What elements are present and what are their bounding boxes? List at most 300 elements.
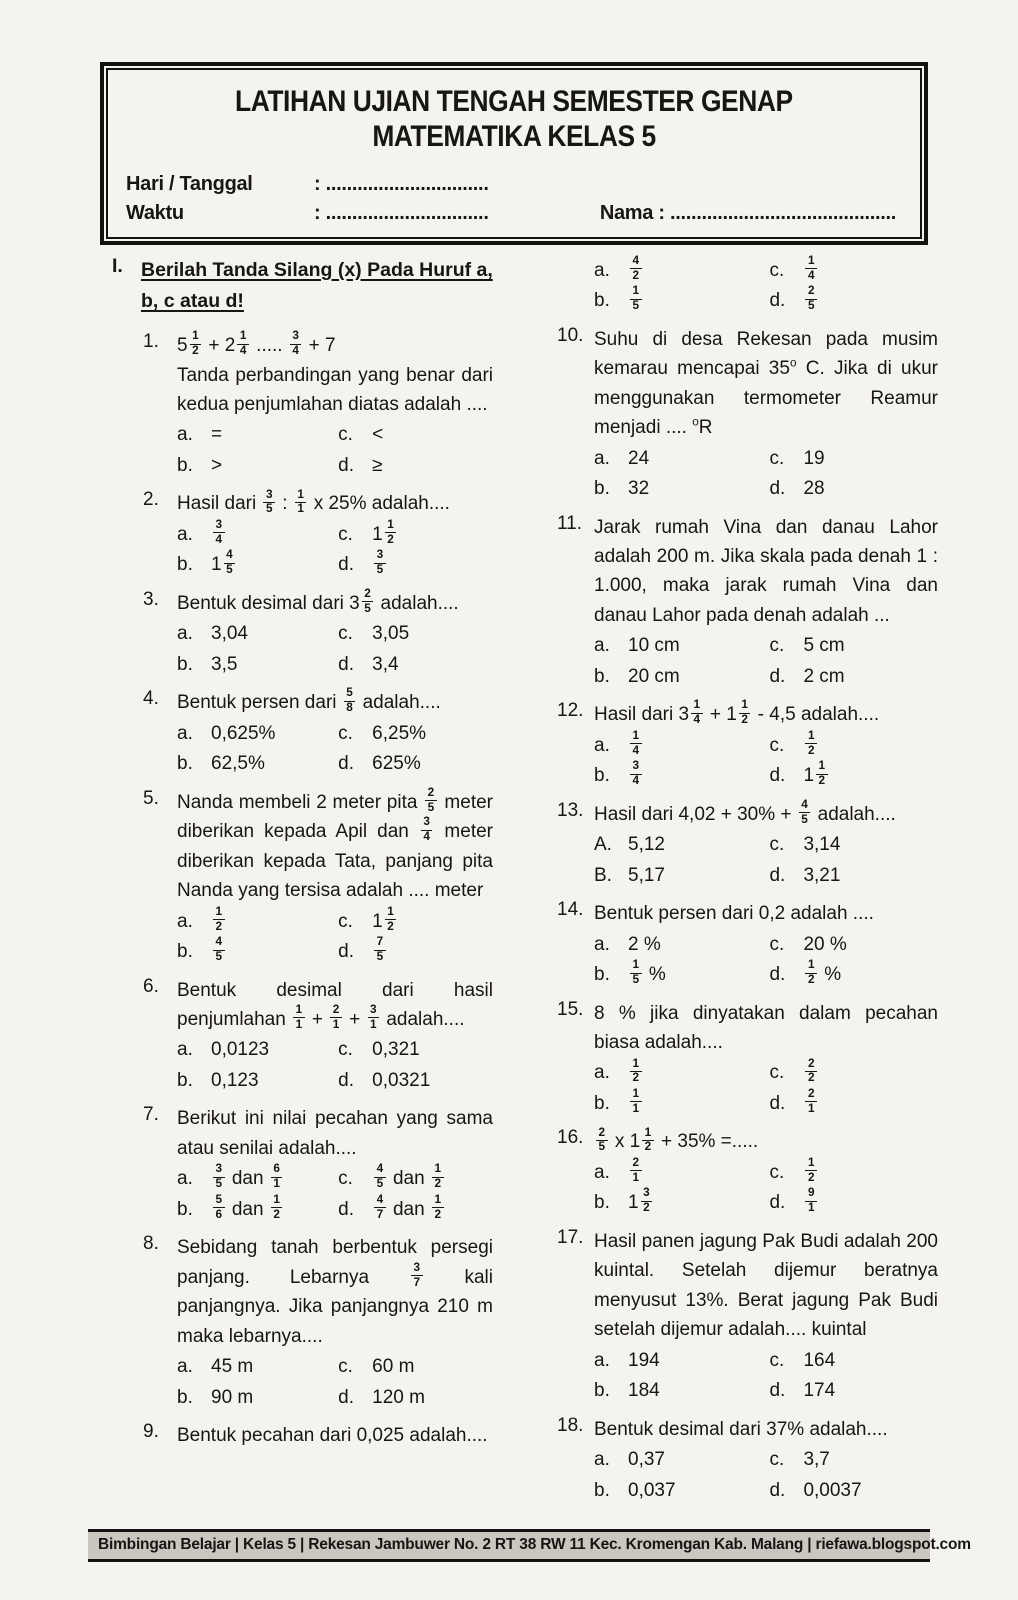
questions-column-right (557, 255, 938, 1514)
option (177, 620, 338, 649)
option (769, 831, 938, 860)
option-value: $\frac{5}{6}$ dan $\frac{1}{2}$ (211, 1196, 284, 1225)
questions-column-left (112, 255, 493, 1462)
option (769, 1446, 938, 1475)
fraction: $\frac{1}{2}$ (385, 519, 397, 547)
option-label: d. (338, 653, 355, 675)
option (177, 1353, 338, 1382)
fraction: $\frac{1}{4}$ (630, 730, 642, 758)
option (594, 1056, 769, 1088)
question-body (594, 1127, 938, 1217)
question-number: 1. (143, 331, 159, 353)
fraction: $\frac{2}{1}$ (805, 1088, 817, 1116)
option (769, 958, 938, 990)
option (177, 421, 338, 450)
question-body (177, 688, 493, 778)
question (557, 1415, 938, 1505)
option (338, 904, 493, 937)
question (143, 976, 493, 1096)
option (338, 750, 493, 779)
options-grid (177, 720, 493, 779)
question-text: $\frac{2}{5}$ x 1 $\frac{1}{2}$ + 35% =..... (594, 1127, 938, 1156)
question-text: Hasil panen jagung Pak Budi adalah 200 kuintal. Setelah dijemur beratnya menyusut 13%. Berat jagung Pak Budi setelah dijemur adalah.... kuintal (594, 1230, 938, 1341)
fraction: $\frac{3}{4}$ (630, 760, 642, 788)
fraction: $\frac{5}{8}$ (344, 687, 356, 715)
fraction: $\frac{2}{5}$ (362, 588, 374, 616)
question (143, 688, 493, 778)
option-label: d. (338, 1386, 355, 1408)
options-grid (594, 1155, 938, 1218)
option (594, 445, 769, 474)
hari-tanggal-value: : ............................... (314, 172, 489, 195)
option-value: 3,5 (211, 653, 238, 675)
question-body (177, 331, 493, 480)
option (177, 651, 338, 680)
fraction: $\frac{2}{5}$ (805, 285, 817, 313)
fraction: $\frac{4}{5}$ (213, 936, 225, 964)
fraction: $\frac{1}{4}$ (805, 255, 817, 283)
option (594, 1155, 769, 1188)
option-value (803, 728, 819, 761)
option-label: c. (338, 722, 353, 744)
fraction: $\frac{5}{6}$ (213, 1194, 225, 1222)
option-label: d. (769, 290, 786, 312)
option-value: 0,625% (211, 722, 276, 744)
question-number: 4. (143, 688, 159, 710)
question (143, 1104, 493, 1224)
question-text: Sebidang tanah berbentuk persegi panjang. Lebarnya $\frac{3}{7}$ kali panjangnya. Jika panjangnya 210 m maka lebarnya.... (177, 1237, 493, 1347)
option-value (628, 1056, 644, 1088)
option-label: b. (594, 290, 610, 312)
question-text: Jarak rumah Vina dan danau Lahor adalah 200 m. Jika skala pada denah 1 : 1.000, maka jarak rumah Vina dan danau Lahor pada denah adalah ... (594, 516, 938, 626)
question-text: Bentuk persen dari 0,2 adalah .... (594, 903, 874, 925)
question-body (594, 255, 938, 316)
option-label: c. (338, 424, 353, 446)
option (338, 935, 493, 967)
question-number: 6. (143, 975, 159, 997)
option-value: 45 m (211, 1356, 254, 1378)
option-value: $\frac{1}{5}$ % (628, 961, 666, 990)
option (177, 452, 338, 481)
fraction: $\frac{4}{5}$ (224, 549, 236, 577)
options-grid (594, 632, 938, 691)
option (594, 931, 769, 960)
option-label: b. (177, 454, 193, 476)
fraction: $\frac{4}{5}$ (799, 799, 811, 827)
option-label: a. (177, 1039, 193, 1061)
option-label: b. (594, 1479, 610, 1501)
question (557, 325, 938, 504)
option-label: c. (338, 523, 353, 545)
field-row-waktu (126, 202, 902, 225)
option-label: d. (769, 1092, 786, 1114)
question-number: 3. (143, 588, 159, 610)
option (177, 1036, 338, 1065)
option-label: a. (594, 1449, 610, 1471)
question-text: 5 $\frac{1}{2}$ + 2 $\frac{1}{4}$ ..... $\frac{3}{4}$ + 7 Tanda perbandingan yang benar dari kedua penjumlahan diatas adalah .... (177, 329, 493, 416)
option-label: b. (177, 653, 193, 675)
option-label: c. (769, 834, 785, 856)
question-body (594, 1227, 938, 1406)
option-label: a. (594, 734, 610, 756)
question-number: 13. (557, 799, 584, 821)
fraction: $\frac{1}{5}$ (630, 285, 642, 313)
question (143, 1421, 493, 1452)
option-label: a. (177, 1168, 193, 1190)
option-label: b. (177, 554, 193, 576)
option-value: > (211, 454, 223, 476)
option-value: $\frac{3}{5}$ dan $\frac{6}{1}$ (211, 1165, 284, 1194)
option (177, 1192, 338, 1225)
question-number: 11. (557, 512, 583, 534)
option (177, 517, 338, 550)
option-label: B. (594, 864, 612, 886)
question (557, 255, 938, 316)
fraction: $\frac{4}{7}$ (374, 1194, 386, 1222)
fraction: $\frac{3}{5}$ (263, 489, 275, 517)
fraction: $\frac{1}{2}$ (190, 330, 202, 358)
option-value: 1 $\frac{1}{2}$ (372, 908, 398, 937)
option-value: 0,0321 (372, 1069, 431, 1091)
header-fields (126, 173, 902, 225)
option (769, 931, 938, 960)
option (177, 720, 338, 749)
option (769, 728, 938, 761)
fraction: $\frac{1}{2}$ (739, 699, 751, 727)
option (594, 1477, 769, 1506)
question-body (594, 1415, 938, 1505)
fraction: $\frac{9}{1}$ (805, 1187, 817, 1215)
option (177, 750, 338, 779)
option-label: d. (338, 941, 355, 963)
question-number: 10. (557, 324, 584, 346)
option-label: b. (177, 1198, 193, 1220)
option-label: b. (594, 964, 610, 986)
option (177, 1067, 338, 1096)
option-label: c. (769, 734, 785, 756)
option (594, 632, 769, 661)
option-value: 0,037 (628, 1479, 676, 1501)
option-value: 194 (628, 1349, 660, 1371)
option-label: b. (177, 1386, 193, 1408)
option-label: a. (177, 910, 193, 932)
fraction: $\frac{1}{2}$ (805, 730, 817, 758)
option (769, 1477, 938, 1506)
question-text: Bentuk desimal dari 3 $\frac{2}{5}$ adalah.... (177, 586, 459, 615)
option (594, 1087, 769, 1119)
question-number: 15. (557, 998, 584, 1020)
option (338, 651, 493, 680)
option-value (628, 284, 644, 316)
option-label: a. (594, 447, 610, 469)
option-label: c. (338, 1168, 353, 1190)
option (338, 620, 493, 649)
option (338, 421, 493, 450)
option (338, 1036, 493, 1065)
option-value: 5 cm (803, 635, 845, 657)
option-value: 184 (628, 1380, 660, 1402)
options-grid (177, 1162, 493, 1224)
option-value: 2 cm (803, 665, 845, 687)
question (143, 331, 493, 480)
question-body (177, 976, 493, 1096)
option (594, 253, 769, 286)
option (594, 831, 769, 860)
option-value: 1 $\frac{4}{5}$ (211, 551, 237, 580)
field-row-hari (126, 173, 902, 196)
option-label: a. (177, 523, 193, 545)
exam-header-wrap (0, 0, 1018, 239)
option-label: b. (594, 478, 610, 500)
option-label: a. (594, 1161, 610, 1183)
fraction: $\frac{1}{2}$ (805, 1157, 817, 1185)
option-label: a. (177, 623, 193, 645)
fraction: $\frac{4}{2}$ (630, 255, 642, 283)
option-value: 19 (803, 447, 825, 469)
options-grid (177, 517, 493, 580)
fraction: $\frac{3}{2}$ (641, 1187, 653, 1215)
option-value (628, 1087, 644, 1119)
question-number: 18. (557, 1414, 584, 1436)
option-value: 0,0123 (211, 1039, 270, 1061)
option (594, 728, 769, 761)
question (143, 586, 493, 679)
question-text: Hasil dari 4,02 + 30% + $\frac{4}{5}$ adalah.... (594, 797, 896, 826)
options-grid (177, 1353, 493, 1412)
option-value: $\frac{1}{2}$ % (803, 961, 841, 990)
fraction: $\frac{3}{5}$ (374, 549, 386, 577)
fraction: $\frac{2}{2}$ (805, 1058, 817, 1086)
option-value: ≥ (372, 454, 383, 476)
option-label: c. (338, 910, 353, 932)
fraction: $\frac{1}{2}$ (816, 760, 828, 788)
fraction: $\frac{1}{4}$ (237, 330, 249, 358)
option-label: a. (177, 424, 193, 446)
question-body (594, 899, 938, 989)
questions-list-left (112, 331, 493, 1452)
questions-list-right (557, 255, 938, 1505)
option-value: 1 $\frac{1}{2}$ (372, 521, 398, 550)
option (594, 475, 769, 504)
option-value: 3,7 (803, 1449, 830, 1471)
option-value: 5,17 (628, 864, 665, 886)
option (769, 1377, 938, 1406)
fraction: $\frac{3}{4}$ (290, 330, 302, 358)
fraction: $\frac{1}{2}$ (805, 959, 817, 987)
option-value: = (211, 424, 223, 446)
option (769, 1155, 938, 1188)
question-text: Hasil dari 3 $\frac{1}{4}$ + 1 $\frac{1}{2}$ - 4,5 adalah.... (594, 698, 880, 727)
fraction: $\frac{3}{5}$ (213, 1163, 225, 1191)
fraction: $\frac{1}{2}$ (432, 1194, 444, 1222)
question-text: Berikut ini nilai pecahan yang sama atau senilai adalah.... (177, 1108, 493, 1159)
option-value: 60 m (372, 1356, 415, 1378)
waktu-label: Waktu (126, 201, 184, 224)
option-value: 1 $\frac{3}{2}$ (628, 1189, 654, 1218)
options-grid (177, 421, 493, 480)
fraction: $\frac{3}{4}$ (421, 816, 433, 844)
question-body (594, 513, 938, 692)
nama-field: Nama : ........................................... (599, 201, 896, 224)
option-value (803, 1056, 819, 1088)
option-value: 32 (628, 478, 650, 500)
option-label: d. (338, 753, 355, 775)
option-label: a. (594, 1062, 610, 1084)
option-value (628, 759, 644, 791)
option-label: a. (177, 1356, 193, 1378)
question (557, 899, 938, 989)
option (338, 720, 493, 749)
question (143, 489, 493, 579)
option (338, 452, 493, 481)
exam-header-box (106, 68, 922, 239)
exam-body (0, 239, 1018, 1514)
option-value: 24 (628, 447, 650, 469)
option-label: a. (594, 933, 610, 955)
option-label: d. (769, 1479, 786, 1501)
fraction: $\frac{1}{5}$ (630, 959, 642, 987)
option (769, 445, 938, 474)
option-label: b. (177, 753, 193, 775)
question (557, 1227, 938, 1406)
option (769, 759, 938, 791)
option-value: 6,25% (372, 722, 427, 744)
option-label: a. (594, 635, 610, 657)
question-number: 12. (557, 700, 584, 722)
option-label: d. (769, 478, 786, 500)
question-text: Hasil dari $\frac{3}{5}$ : $\frac{1}{1}$ x 25% adalah.... (177, 487, 450, 516)
option-value: 120 m (372, 1386, 425, 1408)
option-value: 3,14 (803, 834, 841, 856)
option-label: c. (769, 1449, 785, 1471)
option-value: 90 m (211, 1386, 254, 1408)
fraction: $\frac{3}{1}$ (368, 1004, 380, 1032)
options-grid (594, 1347, 938, 1406)
option-value: < (372, 424, 384, 446)
options-grid (594, 253, 938, 316)
section-instruction: Berilah Tanda Silang (x) Pada Huruf a, b, c atau d! (141, 258, 493, 312)
option-value: 20 % (803, 933, 847, 955)
option-value (803, 284, 819, 316)
option (338, 1192, 493, 1225)
option-value: 2 % (628, 933, 661, 955)
question (143, 785, 493, 967)
question-body (594, 325, 938, 504)
fraction: $\frac{2}{5}$ (596, 1127, 608, 1155)
option (769, 253, 938, 286)
option-label: d. (769, 765, 786, 787)
option-label: d. (769, 864, 786, 886)
question-body (177, 1421, 493, 1452)
fraction: $\frac{2}{1}$ (330, 1004, 342, 1032)
question-body (594, 700, 938, 790)
question (557, 513, 938, 692)
fraction: $\frac{2}{1}$ (630, 1157, 642, 1185)
fraction: $\frac{1}{2}$ (642, 1127, 654, 1155)
options-grid (177, 904, 493, 967)
option (338, 1067, 493, 1096)
section-number: I. (112, 254, 123, 277)
question-number: 9. (143, 1421, 159, 1443)
option (769, 862, 938, 891)
title-line-2: MATEMATIKA KELAS 5 (372, 120, 656, 154)
fraction: $\frac{1}{1}$ (630, 1088, 642, 1116)
option (594, 759, 769, 791)
question-number: 17. (557, 1226, 584, 1248)
option-value: 3,05 (372, 623, 410, 645)
option-label: c. (769, 447, 785, 469)
option-value: 0,37 (628, 1449, 665, 1471)
option (594, 663, 769, 692)
option-label: c. (769, 1349, 785, 1371)
question-number: 8. (143, 1233, 159, 1255)
option-label: b. (594, 1192, 610, 1214)
question-number: 7. (143, 1104, 159, 1126)
option-value: $\frac{4}{5}$ dan $\frac{1}{2}$ (372, 1165, 445, 1194)
footer-text: Bimbingan Belajar | Kelas 5 | Rekesan Jambuwer No. 2 RT 38 RW 11 Kec. Kromengan Kab. Malang | riefawa.blogspot.com (98, 1536, 971, 1553)
option-value (628, 253, 644, 286)
options-grid (594, 831, 938, 890)
option-label: d. (338, 1198, 355, 1220)
options-grid (594, 931, 938, 990)
option-value: 62,5% (211, 753, 265, 775)
option-value: 3,21 (803, 864, 841, 886)
option-value: 3,4 (372, 653, 399, 675)
options-grid (594, 445, 938, 504)
option-value: 20 cm (628, 665, 680, 687)
question (557, 700, 938, 790)
option (177, 904, 338, 937)
section-heading (112, 255, 493, 317)
option (177, 1162, 338, 1194)
option (338, 517, 493, 550)
question-text: Bentuk desimal dari hasil penjumlahan $\frac{1}{1}$ + $\frac{2}{1}$ + $\frac{3}{1}$ adalah.... (177, 979, 493, 1031)
option (769, 1087, 938, 1119)
option-value (628, 1155, 644, 1188)
option-label: c. (338, 1356, 353, 1378)
fraction: $\frac{4}{5}$ (374, 1163, 386, 1191)
options-grid (177, 620, 493, 679)
option-label: d. (338, 554, 355, 576)
question-number: 5. (143, 787, 159, 809)
option-label: c. (769, 1161, 785, 1183)
question-text: Suhu di desa Rekesan pada musim kemarau mencapai 35$^o$ C. Jika di ukur menggunakan termometer Reamur menjadi .... $^o$R (594, 328, 939, 439)
option-value (211, 517, 227, 550)
option-label: c. (769, 259, 785, 281)
option-value: $\frac{4}{7}$ dan $\frac{1}{2}$ (372, 1196, 445, 1225)
fraction: $\frac{3}{7}$ (411, 1262, 423, 1290)
option-value (372, 548, 388, 580)
option (769, 1186, 938, 1218)
option (769, 663, 938, 692)
option-value (803, 1155, 819, 1188)
option-label: b. (177, 941, 193, 963)
option (594, 1377, 769, 1406)
fraction: $\frac{1}{4}$ (691, 699, 703, 727)
option (769, 632, 938, 661)
option-value: 625% (372, 753, 421, 775)
option-label: d. (769, 1380, 786, 1402)
option-value: 5,12 (628, 834, 665, 856)
question-number (557, 255, 594, 316)
option-value: 164 (803, 1349, 836, 1371)
options-grid (594, 728, 938, 791)
option (338, 1353, 493, 1382)
option-value (803, 1186, 819, 1218)
option-label: b. (594, 765, 610, 787)
fraction: $\frac{1}{2}$ (630, 1058, 642, 1086)
option-label: A. (594, 834, 612, 856)
